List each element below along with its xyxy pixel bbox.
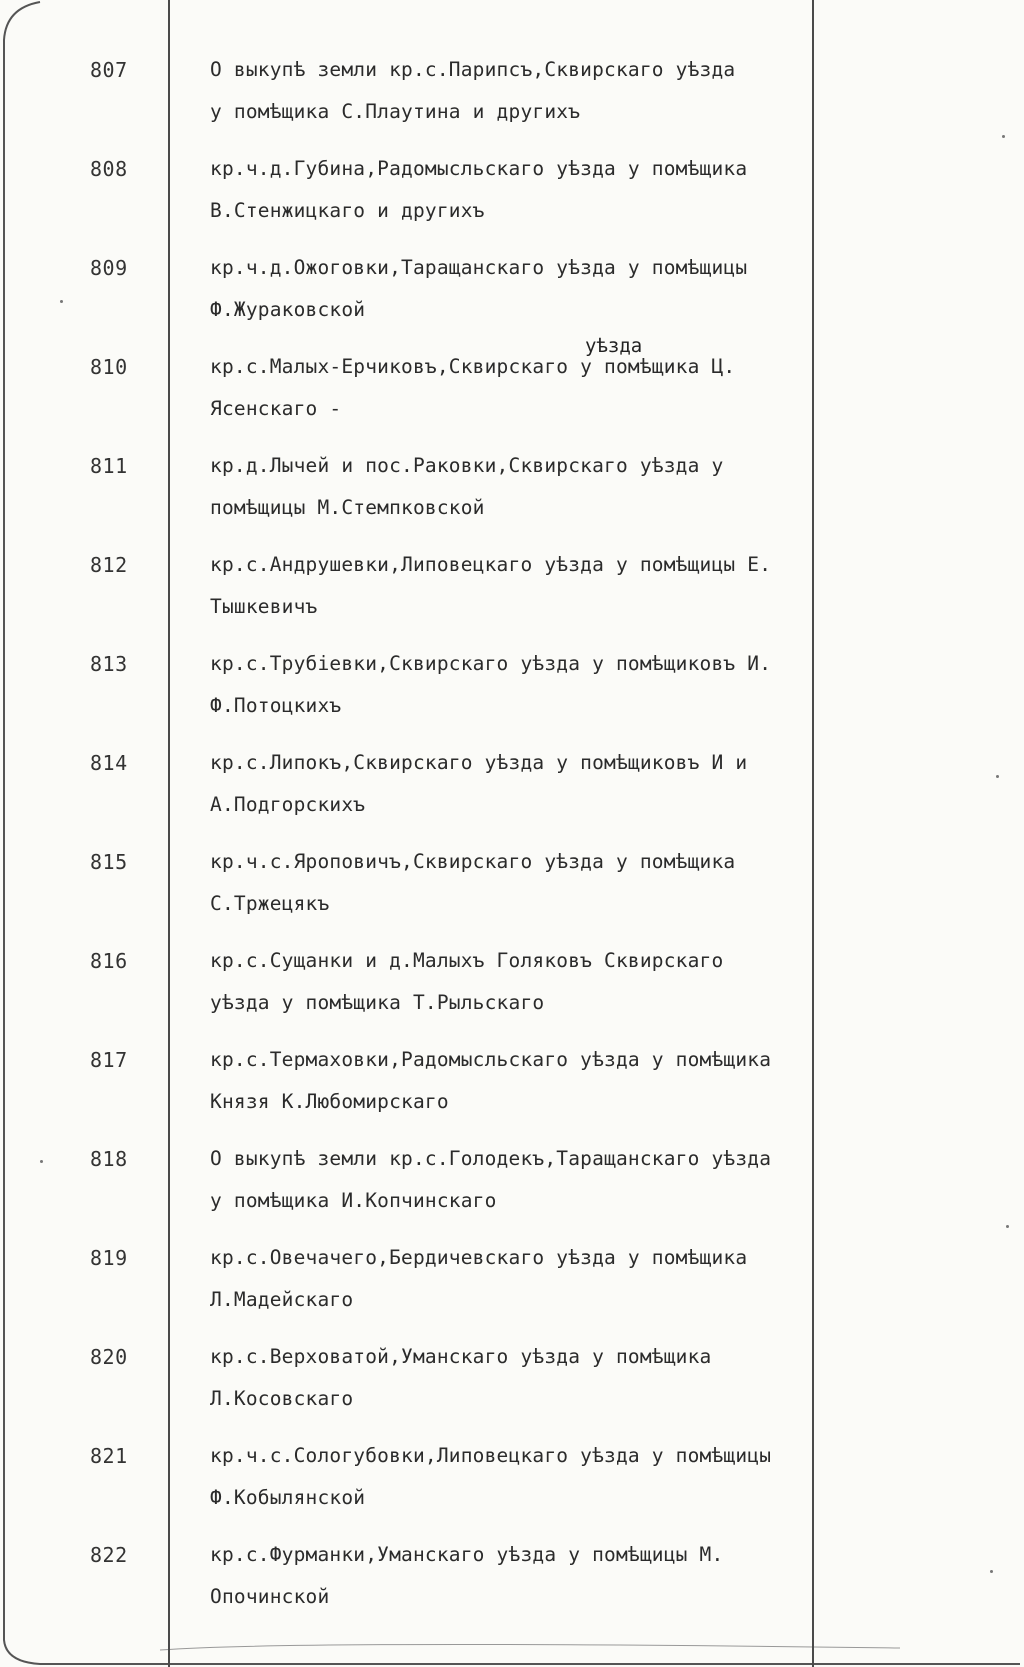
- entry-text-line: Ф.Кобылянской: [210, 1486, 366, 1509]
- entry-text-line: кр.ч.д.Губина,Радомысльскаго уѣзда у помѣщика: [210, 157, 748, 180]
- entry-number: 821: [90, 1444, 128, 1468]
- entry-text-line: О выкупѣ земли кр.с.Голодекъ,Таращанскаго уѣзда: [210, 1147, 772, 1170]
- list-item: [0, 248, 1024, 347]
- list-item: [0, 1139, 1024, 1238]
- entry-number: 808: [90, 157, 128, 181]
- entry-number: 809: [90, 256, 128, 280]
- list-item: [0, 644, 1024, 743]
- entry-text-line: кр.с.Андрушевки,Липовецкаго уѣзда у помѣщицы Е.: [210, 553, 772, 576]
- entry-text-line: Опочинской: [210, 1585, 330, 1608]
- entry-text-line: кр.ч.с.Яроповичъ,Сквирскаго уѣзда у помѣщика: [210, 850, 736, 873]
- list-item: [0, 1535, 1024, 1634]
- list-item: [0, 842, 1024, 941]
- entry-text-line: кр.с.Сущанки и д.Малыхъ Голяковъ Сквирскаго: [210, 949, 724, 972]
- entry-list: [0, 50, 1024, 1634]
- entry-text-line: у помѣщика С.Плаутина и другихъ: [210, 100, 581, 123]
- entry-text-line: кр.с.Липокъ,Сквирскаго уѣзда у помѣщиковъ И и: [210, 751, 748, 774]
- entry-text-line: уѣзда у помѣщика Т.Рыльскаго: [210, 991, 545, 1014]
- scan-speck: [60, 300, 63, 303]
- scan-speck: [996, 775, 999, 778]
- entry-number: 819: [90, 1246, 128, 1270]
- entry-text-line: Тышкевичъ: [210, 595, 318, 618]
- entry-text-line: Ясенскаго -: [210, 397, 342, 420]
- entry-text-line: кр.с.Верховатой,Уманскаго уѣзда у помѣщика: [210, 1345, 712, 1368]
- scan-speck: [1002, 135, 1005, 138]
- list-item: [0, 446, 1024, 545]
- entry-text-line: помѣщицы М.Стемпковской: [210, 496, 485, 519]
- list-item: [0, 347, 1024, 446]
- entry-number: 810: [90, 355, 128, 379]
- list-item: [0, 545, 1024, 644]
- list-item: [0, 1337, 1024, 1436]
- entry-text-line: кр.с.Термаховки,Радомысльскаго уѣзда у помѣщика: [210, 1048, 772, 1071]
- entry-text-line: С.Тржецякъ: [210, 892, 330, 915]
- list-item: [0, 1436, 1024, 1535]
- scan-speck: [1006, 1225, 1009, 1228]
- entry-text-line: кр.с.Трубіевки,Сквирскаго уѣзда у помѣщиковъ И.: [210, 652, 772, 675]
- entry-text-line: кр.д.Лычей и пос.Раковки,Сквирскаго уѣзда у: [210, 454, 724, 477]
- entry-number: 811: [90, 454, 128, 478]
- entry-number: 814: [90, 751, 128, 775]
- entry-text-line: В.Стенжицкаго и другихъ: [210, 199, 485, 222]
- entry-text-line: Ф.Жураковской: [210, 298, 366, 321]
- entry-text-line: кр.с.Малых-Ерчиковъ,Сквирскаго у помѣщика Ц.: [210, 355, 736, 378]
- scan-speck: [40, 1160, 43, 1163]
- list-item: [0, 1040, 1024, 1139]
- entry-text-line: кр.ч.д.Ожоговки,Таращанскаго уѣзда у помѣщицы: [210, 256, 748, 279]
- entry-number: 815: [90, 850, 128, 874]
- entry-number: 818: [90, 1147, 128, 1171]
- entry-text-line: Л.Косовскаго: [210, 1387, 354, 1410]
- entry-number: 816: [90, 949, 128, 973]
- list-item: [0, 941, 1024, 1040]
- entry-text-line: кр.с.Фурманки,Уманскаго уѣзда у помѣщицы М.: [210, 1543, 724, 1566]
- list-item: [0, 1238, 1024, 1337]
- handwritten-insert: уѣзда: [585, 335, 643, 357]
- entry-text-line: Ф.Потоцкихъ: [210, 694, 342, 717]
- entry-text-line: А.Подгорскихъ: [210, 793, 366, 816]
- entry-number: 822: [90, 1543, 128, 1567]
- entry-text-line: у помѣщика И.Копчинскаго: [210, 1189, 497, 1212]
- entry-number: 813: [90, 652, 128, 676]
- list-item: [0, 149, 1024, 248]
- entry-text-line: Князя К.Любомирскаго: [210, 1090, 449, 1113]
- entry-number: 807: [90, 58, 128, 82]
- entry-number: 820: [90, 1345, 128, 1369]
- entry-number: 812: [90, 553, 128, 577]
- list-item: [0, 50, 1024, 149]
- entry-number: 817: [90, 1048, 128, 1072]
- list-item: [0, 743, 1024, 842]
- entry-text-line: Л.Мадейскаго: [210, 1288, 354, 1311]
- entry-text-line: О выкупѣ земли кр.с.Парипсъ,Сквирскаго уѣзда: [210, 58, 736, 81]
- entry-text-line: кр.ч.с.Сологубовки,Липовецкаго уѣзда у помѣщицы: [210, 1444, 772, 1467]
- entry-text-line: кр.с.Овечачего,Бердичевскаго уѣзда у помѣщика: [210, 1246, 748, 1269]
- scan-speck: [990, 1570, 993, 1573]
